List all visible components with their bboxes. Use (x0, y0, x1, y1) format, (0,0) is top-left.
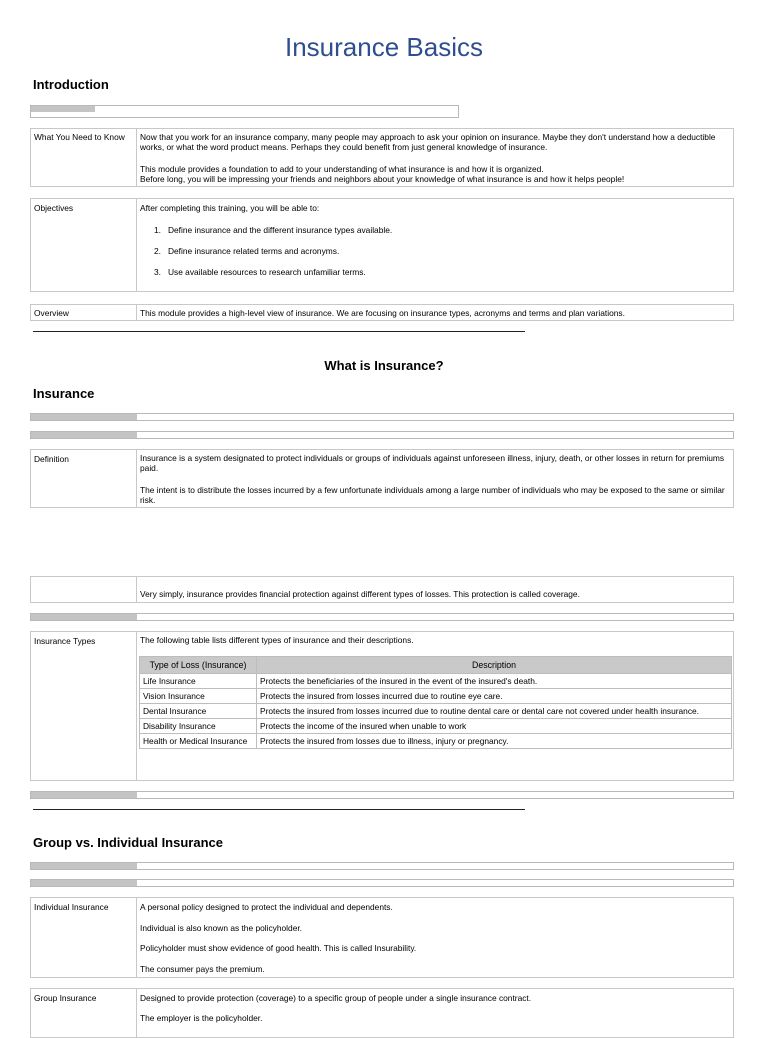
need-to-know-p2: This module provides a foundation to add to your understanding of what insurance is and how it is organized. (140, 164, 544, 174)
table-cell: Protects the income of the insured when unable to work (257, 719, 732, 734)
coverage-text: Very simply, insurance provides financial protection against different types of losses. This protection is called coverage. (140, 589, 580, 599)
definition-p2: The intent is to distribute the losses incurred by a few unfortunate individuals among a large number of individuals who may be exposed to the same or similar risk. (140, 485, 725, 505)
group-insurance-label: Group Insurance (34, 993, 97, 1003)
progress-bar (30, 431, 734, 439)
individual-line: Policyholder must show evidence of good health. This is called Insurability. (140, 943, 417, 953)
progress-bar (30, 413, 734, 421)
page-title: Insurance Basics (285, 32, 483, 62)
table-header-row (140, 657, 732, 674)
progress-bar (30, 791, 734, 799)
table-cell: Protects the beneficiaries of the insured in the event of the insured's death. (257, 674, 732, 689)
individual-line: The consumer pays the premium. (140, 964, 265, 974)
definition-label: Definition (34, 454, 69, 464)
progress-bar (30, 879, 734, 887)
group-line: Designed to provide protection (coverage) to a specific group of people under a single insurance contract. (140, 993, 532, 1003)
need-to-know-label: What You Need to Know (34, 132, 125, 142)
table-row (140, 689, 732, 704)
table-cell: Vision Insurance (140, 689, 257, 704)
progress-fill (31, 792, 137, 798)
objectives-lead: After completing this training, you will be able to: (140, 203, 320, 213)
table-cell: Protects the insured from losses incurred due to routine dental care or dental care not covered under health insurance. (257, 704, 732, 719)
overview-label: Overview (34, 308, 69, 318)
insurance-types-row (30, 631, 734, 781)
table-row (140, 674, 732, 689)
need-to-know-p3: Before long, you will be impressing your friends and neighbors about your knowledge of what insurance is and how it helps people! (140, 174, 625, 184)
section-heading-introduction: Introduction (33, 77, 109, 92)
table-header-cell: Type of Loss (Insurance) (140, 657, 257, 674)
table-cell: Disability Insurance (140, 719, 257, 734)
objectives-row (30, 198, 734, 292)
table-cell: Protects the insured from losses due to illness, injury or pregnancy. (257, 734, 732, 749)
objective-item: 2. Define insurance related terms and acronyms. (154, 246, 340, 256)
group-insurance-row (30, 988, 734, 1038)
progress-bar (30, 105, 459, 118)
definition-row (30, 449, 734, 508)
table-header-cell: Description (257, 657, 732, 674)
definition-p1: Insurance is a system designated to protect individuals or groups of individuals against unforeseen illness, injury, death, or other losses in return for premiums paid. (140, 453, 725, 473)
need-to-know-p1: Now that you work for an insurance company, many people may approach to ask your opinion on insurance. Maybe they don't understand how a deductible works, or what the word product means. Perhaps they could benefit from just general knowledge of insurance. (140, 132, 716, 152)
table-row (140, 719, 732, 734)
objectives-label: Objectives (34, 203, 74, 213)
table-cell: Dental Insurance (140, 704, 257, 719)
divider (33, 331, 525, 332)
overview-row (30, 304, 734, 321)
table-row (140, 704, 732, 719)
need-to-know-row (30, 128, 734, 187)
insurance-types-lead: The following table lists different types of insurance and their descriptions. (140, 635, 414, 645)
progress-fill (31, 106, 95, 112)
individual-line: Individual is also known as the policyholder. (140, 923, 303, 933)
progress-fill (31, 614, 137, 620)
progress-fill (31, 863, 137, 869)
progress-bar (30, 613, 734, 621)
progress-fill (31, 880, 137, 886)
overview-text: This module provides a high-level view of insurance. We are focusing on insurance types, acronyms and terms and plan variations. (140, 308, 625, 318)
divider (33, 809, 525, 810)
progress-fill (31, 414, 137, 420)
table-cell: Life Insurance (140, 674, 257, 689)
section-heading-what-is-insurance: What is Insurance? (324, 358, 444, 373)
individual-insurance-label: Individual Insurance (34, 902, 109, 912)
individual-insurance-row (30, 897, 734, 978)
progress-bar (30, 862, 734, 870)
sub-heading-insurance: Insurance (33, 386, 95, 401)
table-cell: Health or Medical Insurance (140, 734, 257, 749)
insurance-types-table (139, 656, 732, 749)
individual-line: A personal policy designed to protect the individual and dependents. (140, 902, 393, 912)
group-line: The employer is the policyholder. (140, 1013, 263, 1023)
objective-item: 3. Use available resources to research unfamiliar terms. (154, 267, 366, 277)
insurance-types-label: Insurance Types (34, 636, 96, 646)
objective-item: 1. Define insurance and the different insurance types available. (154, 225, 393, 235)
table-cell: Protects the insured from losses incurred due to routine eye care. (257, 689, 732, 704)
section-heading-group-vs-individual: Group vs. Individual Insurance (33, 835, 223, 850)
progress-fill (31, 432, 137, 438)
table-row (140, 734, 732, 749)
coverage-row (30, 576, 734, 603)
